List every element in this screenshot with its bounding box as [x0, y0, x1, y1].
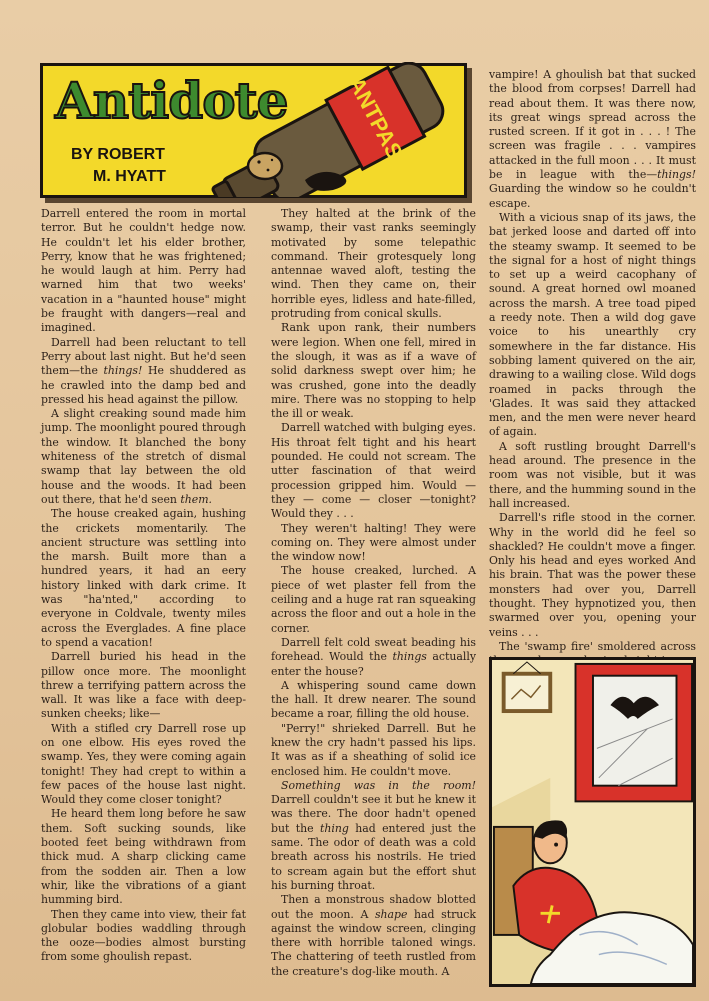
paragraph: The house creaked again, hushing the crickets momentarily. The ancient structure was settling into the marsh. Built more than a hundred years, it had an eery history linked with dark crime. It was "ha'nted," according to everyone in Coldvale, twenty miles across the Everglades. A fine place to spend a vacation!: [41, 507, 246, 649]
paragraph: vampire! A ghoulish bat that sucked the blood from corpses! Darrell had read about them. It was there now, its great wings spread across the rusted screen. If it got in . . . ! The screen was fragile . . . vampires attacked in the full moon . . . It must be in league with the—things! Guarding the window so he couldn't escape.: [489, 68, 696, 210]
paragraph: Then they came into view, their fat globular bodies waddling through the ooze—bodies almost bursting from some ghoulish repast.: [41, 907, 246, 964]
paragraph: With a stifled cry Darrell rose up on one elbow. His eyes roved the swamp. Yes, they were coming again tonight! They had crept to within a few paces of the house last night. Would they come closer tonight?: [41, 721, 246, 807]
paragraph: Darrell felt cold sweat beading his forehead. Would the things actually enter the house?: [271, 635, 476, 678]
paragraph: Something was in the room! Darrell couldn't see it but he knew it was there. The door hadn't opened but the thing had entered just the same. The odor of death was a cold breath across his nostrils. He tried to scream again but the effort shut his burning throat.: [271, 778, 476, 892]
paragraph: "Perry!" shrieked Darrell. But he knew the cry hadn't passed his lips. It was as if a sheathing of solid ice enclosed him. He couldn't move.: [271, 721, 476, 778]
paragraph: Then a monstrous shadow blotted out the moon. A shape had struck against the window screen, clinging there with horrible taloned wings. The chattering of teeth rustled from the creature's dog-like mouth. A: [271, 893, 476, 978]
text-column-3: [489, 68, 696, 668]
paragraph: With a vicious snap of its jaws, the bat jerked loose and darted off into the steamy swamp. It seemed to be the signal for a host of night things to set up a weird cacophany of sound. A great horned owl moaned across the marsh. A tree toad piped a reedy note. Then a wild dog gave voice to his unearthly cry somewhere in the far distance. His sobbing lament quivered on the air, drawing to a wailing close. Wild dogs roamed in packs through the 'Glades. It was said they attacked men, and the men were never heard of again.: [489, 210, 696, 439]
story-illustration: [489, 657, 696, 987]
paragraph: A slight creaking sound made him jump. The moonlight poured through the window. It blanched the bony whiteness of the stretch of dismal swamp that lay between the old house and the woods. It had been out there, that he'd seen them.: [41, 407, 246, 506]
paragraph: They halted at the brink of the swamp, their vast ranks seemingly motivated by some telepathic command. Their grotesquely long antennae waved aloft, testing the wind. Then they came on, their horrible eyes, lidless and hate-filled, protruding from conical skulls.: [271, 207, 476, 321]
paragraph: He heard them long before he saw them. Soft sucking sounds, like booted feet being withdrawn from thick mud. A sharp clicking came from the sodden air. Then a low whir, like the vibrations of a giant humming bird.: [41, 807, 246, 907]
bottle-label-text: ANTPAS: [343, 72, 408, 164]
byline: [71, 144, 166, 188]
paragraph: They weren't halting! They were coming on. They were almost under the window now!: [271, 521, 476, 564]
byline-line-2: M. HYATT: [93, 168, 166, 185]
paragraph: The 'swamp fire' smoldered across: [499, 639, 696, 653]
story-title: Antidote: [55, 71, 288, 130]
text-column-1: [41, 207, 246, 965]
paragraph: Darrell watched with bulging eyes. His throat felt tight and his heart pounded. He could not scream. The utter fascination of that weird procession gripped him. Would — they — come — closer —tonight? Would they . . .: [271, 421, 476, 521]
paragraph: A soft rustling brought Darrell's head around. The presence in the room was not visible, but it was there, and the humming sound in the hall increased.: [489, 439, 696, 510]
byline-line-1: BY ROBERT: [71, 146, 165, 163]
paragraph: Darrell had been reluctant to tell Perry about last night. But he'd seen them—the things! He shuddered as he crawled into the damp bed and pressed his head against the pillow.: [41, 335, 246, 406]
title-banner: [40, 63, 467, 198]
paragraph: The house creaked, lurched. A piece of wet plaster fell from the ceiling and a huge rat ran squeaking across the floor and out a hole in the corner.: [271, 564, 476, 635]
paragraph: Darrell buried his head in the pillow once more. The moonlight threw a terrifying pattern across the wall. It was like a face with deep-sunken cheeks; like—: [41, 650, 246, 721]
paragraph: Darrell's rifle stood in the corner. Why in the world did he feel so shackled? He couldn't move a finger. Only his head and eyes worked And his brain. That was the power these monsters had over you, Darrell thought. They hypnotized you, then swarmed over you, opening your veins . . .: [489, 511, 696, 639]
paragraph: Darrell entered the room in mortal terror. But he couldn't hedge now. He couldn't let his elder brother, Perry, know that he was frightened; he would laugh at him. Perry had warned him that two weeks' vacation in a "haunted house" might be fraught with dangers—real and imagined.: [41, 207, 246, 335]
paragraph: Rank upon rank, their numbers were legion. When one fell, mired in the slough, it was as if a wave of solid darkness swept over him; he was crushed, gone into the deadly mire. There was no stopping to help the ill or weak.: [271, 321, 476, 421]
text-column-2: [271, 207, 476, 979]
paragraph: A whispering sound came down the hall. It drew nearer. The sound became a roar, filling the old house.: [271, 678, 476, 721]
